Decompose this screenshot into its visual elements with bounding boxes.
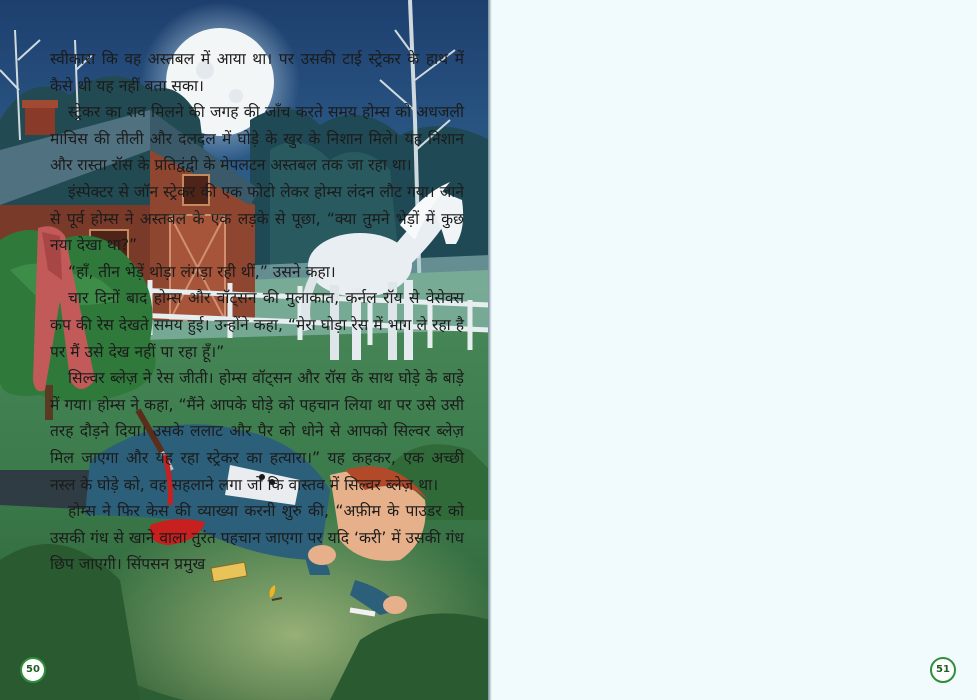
paragraph: इंस्पेक्टर से जॉन स्ट्रेकर की एक फोटो लेकर होम्स लंदन लौट गया। जाने से पूर्व होम्स ने अस्तबल के एक लड़के से पूछा, “क्या तुमने भेड़ों में कुछ नया देखा था?” [50,182,464,255]
paragraph: स्वीकारा कि वह अस्तबल में आया था। पर उसकी टाई स्ट्रेकर के हाथ में कैसे थी यह नहीं बता सका। [50,50,464,95]
page-number-left: 50 [20,657,46,683]
paragraph: स्ट्रेकर का शव मिलने की जगह की जाँच करते समय होम्स को अधजली माचिस की तीली और दलदल में घोड़े के खुर के निशान मिले। यह निशान और रास्ता रॉस के प्रतिद्वंद्वी के मेपलटन अस्तबल तक जा रहा था। [50,103,464,175]
paragraph: “हाँ, तीन भेड़ें थोड़ा लंगड़ा रही थीं,” उसने कहा। [68,262,336,281]
page-number-right: 51 [930,657,956,683]
paragraph: चार दिनों बाद होम्स और वॉट्सन की मुलाकात, कर्नल रॉय से वेसेक्स कप की रेस देखते समय हुई। उन्होंने कहा, “मेरा घोड़ा रेस में भाग ले रहा है पर मैं उसे देख नहीं पा रहा हूँ।” [50,289,464,361]
paragraph: सिल्वर ब्लेज़ ने रेस जीती। होम्स वॉट्सन और रॉस के साथ घोड़े के बाड़े में गया। होम्स ने कहा, “मैंने आपके घोड़े को पहचान लिया था पर उसे उसी तरह दौड़ने दिया। उसके ललाट और पैर को धोने से आपको सिल्वर ब्लेज़ मिल जाएगा और यह रहा स्ट्रेकर का हत्यारा।” यह कहकर, एक अच्छी नस्ल के घोड़े को, वह सहलाने लगा जो कि वास्तव में सिल्वर ब्लेज़ था। [50,369,464,494]
paragraph: होम्स ने फिर केस की व्याख्या करनी शुरु की, “अफ़ीम के पाउडर को उसकी गंध से खाने वाला तुरंत पहचान जाएगा पर यदि ‘करी’ में उसकी गंध छिप जाएगी। सिंपसन प्रमुख [50,502,464,574]
story-text [50,46,464,578]
text-page [492,0,977,700]
